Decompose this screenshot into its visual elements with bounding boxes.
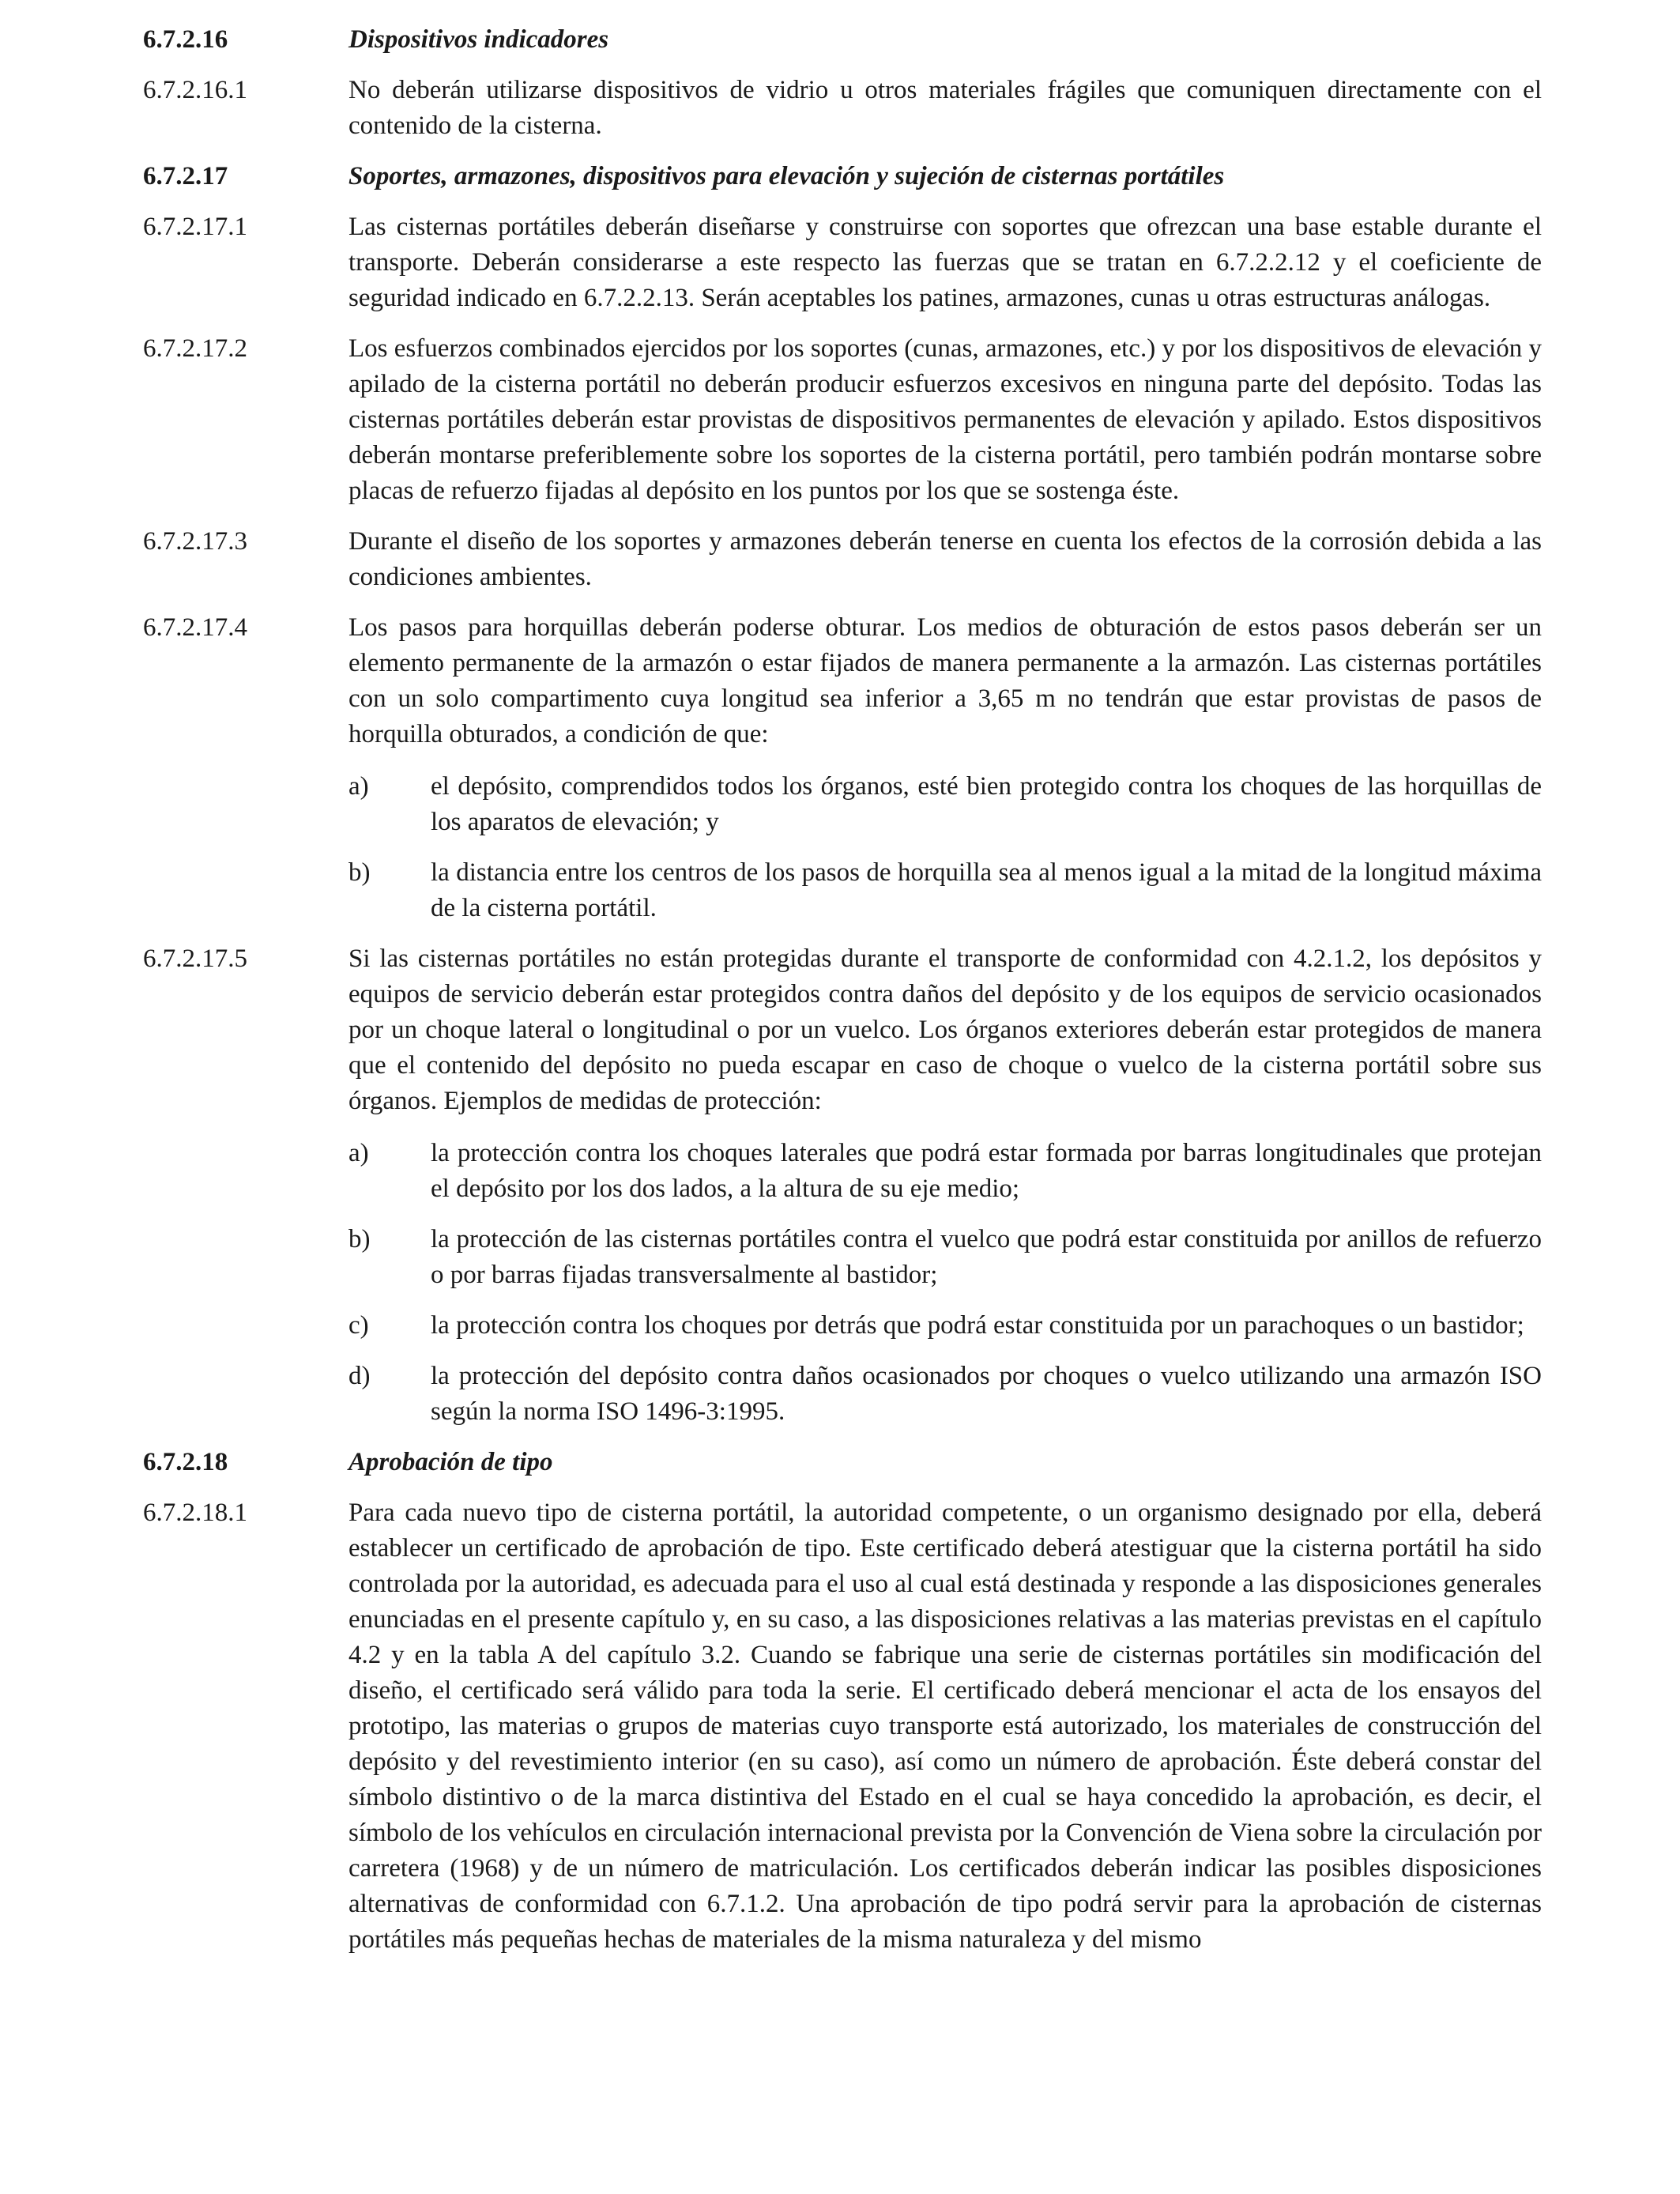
section-number: 6.7.2.18 bbox=[143, 1448, 228, 1476]
section-title: Dispositivos indicadores bbox=[348, 25, 609, 54]
list-item bbox=[348, 1359, 1542, 1430]
paragraph-number: 6.7.2.17.1 bbox=[143, 213, 247, 241]
paragraph-content bbox=[348, 941, 1542, 1430]
paragraph-text: Los esfuerzos combinados ejercidos por los soportes (cunas, armazones, etc.) y por los dispositivos de elevación y apilado de la cisterna portátil no deberán producir esfuerzos excesivos en ninguna parte del depósito. Todas las cisternas portátiles deberán estar provistas de dispositivos permanentes de elevación y apilado. Estos dispositivos deberán montarse preferiblemente sobre los soportes de la cisterna portátil, pero también podrán montarse sobre placas de refuerzo fijadas al depósito en los puntos por los que se sostenga éste. bbox=[348, 334, 1542, 505]
section-heading bbox=[143, 1445, 1542, 1480]
paragraph-text: No deberán utilizarse dispositivos de vidrio u otros materiales frágiles que comuniquen directamente con el contenido de la cisterna. bbox=[348, 76, 1542, 140]
list-item-label: a) bbox=[348, 772, 369, 801]
section-title: Aprobación de tipo bbox=[348, 1448, 553, 1476]
list-item-text: la distancia entre los centros de los pasos de horquilla sea al menos igual a la mitad de la longitud máxima de la cisterna portátil. bbox=[431, 858, 1542, 922]
section-number: 6.7.2.17 bbox=[143, 162, 228, 190]
list-item bbox=[348, 1222, 1542, 1293]
paragraph-block bbox=[143, 941, 1542, 1430]
list-item-label: a) bbox=[348, 1139, 369, 1167]
paragraph-number: 6.7.2.18.1 bbox=[143, 1498, 247, 1527]
list-item bbox=[348, 1136, 1542, 1207]
section-title: Soportes, armazones, dispositivos para elevación y sujeción de cisternas portátiles bbox=[348, 162, 1225, 190]
sub-list bbox=[348, 769, 1542, 926]
document-page bbox=[143, 22, 1542, 1973]
list-item-label: d) bbox=[348, 1362, 371, 1390]
paragraph-block bbox=[143, 524, 1542, 595]
paragraph-block bbox=[143, 73, 1542, 144]
list-item-text: la protección del depósito contra daños ocasionados por choques o vuelco utilizando una armazón ISO según la norma ISO 1496-3:1995. bbox=[431, 1362, 1542, 1426]
paragraph-number: 6.7.2.17.2 bbox=[143, 334, 247, 363]
paragraph-block bbox=[143, 209, 1542, 316]
list-item bbox=[348, 769, 1542, 840]
list-item-label: b) bbox=[348, 858, 371, 887]
paragraph-text: Las cisternas portátiles deberán diseñarse y construirse con soportes que ofrezcan una base estable durante el transporte. Deberán considerarse a este respecto las fuerzas que se tratan en 6.7.2.2.12 y el coeficiente de seguridad indicado en 6.7.2.2.13. Serán aceptables los patines, armazones, cunas u otras estructuras análogas. bbox=[348, 213, 1542, 312]
section-heading bbox=[143, 22, 1542, 58]
list-item-text: el depósito, comprendidos todos los órganos, esté bien protegido contra los choques de las horquillas de los aparatos de elevación; y bbox=[431, 772, 1542, 836]
paragraph-content bbox=[348, 610, 1542, 926]
paragraph-number: 6.7.2.17.4 bbox=[143, 613, 247, 642]
paragraph-text: Si las cisternas portátiles no están protegidas durante el transporte de conformidad con 4.2.1.2, los depósitos y equipos de servicio deberán estar protegidos contra daños del depósito y de los equipos de servicio ocasionados por un choque lateral o longitudinal o por un vuelco. Los órganos exteriores deberán estar protegidos de manera que el contenido del depósito no pueda escapar en caso de choque o vuelco de la cisterna portátil sobre sus órganos. Ejemplos de medidas de protección: bbox=[348, 944, 1542, 1115]
list-item-text: la protección de las cisternas portátiles contra el vuelco que podrá estar constituida por anillos de refuerzo o por barras fijadas transversalmente al bastidor; bbox=[431, 1225, 1542, 1289]
paragraph-block bbox=[143, 331, 1542, 509]
sub-list bbox=[348, 1136, 1542, 1430]
list-item-label: b) bbox=[348, 1225, 371, 1253]
list-item-text: la protección contra los choques laterales que podrá estar formada por barras longitudinales que protejan el depósito por los dos lados, a la altura de su eje medio; bbox=[431, 1139, 1542, 1203]
paragraph-number: 6.7.2.16.1 bbox=[143, 76, 247, 104]
paragraph-text: Durante el diseño de los soportes y armazones deberán tenerse en cuenta los efectos de la corrosión debida a las condiciones ambientes. bbox=[348, 527, 1542, 591]
paragraph-number: 6.7.2.17.5 bbox=[143, 944, 247, 973]
paragraph-block bbox=[143, 610, 1542, 926]
section-number: 6.7.2.16 bbox=[143, 25, 228, 54]
list-item bbox=[348, 855, 1542, 926]
paragraph-text: Los pasos para horquillas deberán poderse obturar. Los medios de obturación de estos pasos deberán ser un elemento permanente de la armazón o estar fijados de manera permanente a la armazón. Las cisternas portátiles con un solo compartimento cuya longitud sea inferior a 3,65 m no tendrán que estar provistas de pasos de horquilla obturados, a condición de que: bbox=[348, 613, 1542, 748]
paragraph-text: Para cada nuevo tipo de cisterna portátil, la autoridad competente, o un organismo designado por ella, deberá establecer un certificado de aprobación de tipo. Este certificado deberá atestiguar que la cisterna portátil ha sido controlada por la autoridad, es adecuada para el uso al cual está destinada y responde a las disposiciones generales enunciadas en el presente capítulo y, en su caso, a las disposiciones relativas a las materias previstas en el capítulo 4.2 y en la tabla A del capítulo 3.2. Cuando se fabrique una serie de cisternas portátiles sin modificación del diseño, el certificado será válido para toda la serie. El certificado deberá mencionar el acta de los ensayos del prototipo, las materias o grupos de materias cuyo transporte está autorizado, los materiales de construcción del depósito y del revestimiento interior (en su caso), así como un número de aprobación. Éste deberá constar del símbolo distintivo o de la marca distintiva del Estado en el cual se haya concedido la aprobación, es decir, el símbolo de los vehículos en circulación internacional prevista por la Convención de Viena sobre la circulación por carretera (1968) y de un número de matriculación. Los certificados deberán indicar las posibles disposiciones alternativas de conformidad con 6.7.1.2. Una aprobación de tipo podrá servir para la aprobación de cisternas portátiles más pequeñas hechas de materiales de la misma naturaleza y del mismo bbox=[348, 1498, 1542, 1954]
list-item-text: la protección contra los choques por detrás que podrá estar constituida por un parachoques o un bastidor; bbox=[431, 1311, 1524, 1340]
section-heading bbox=[143, 159, 1542, 194]
paragraph-number: 6.7.2.17.3 bbox=[143, 527, 247, 556]
list-item-label: c) bbox=[348, 1311, 369, 1340]
list-item bbox=[348, 1308, 1542, 1344]
paragraph-block bbox=[143, 1495, 1542, 1958]
